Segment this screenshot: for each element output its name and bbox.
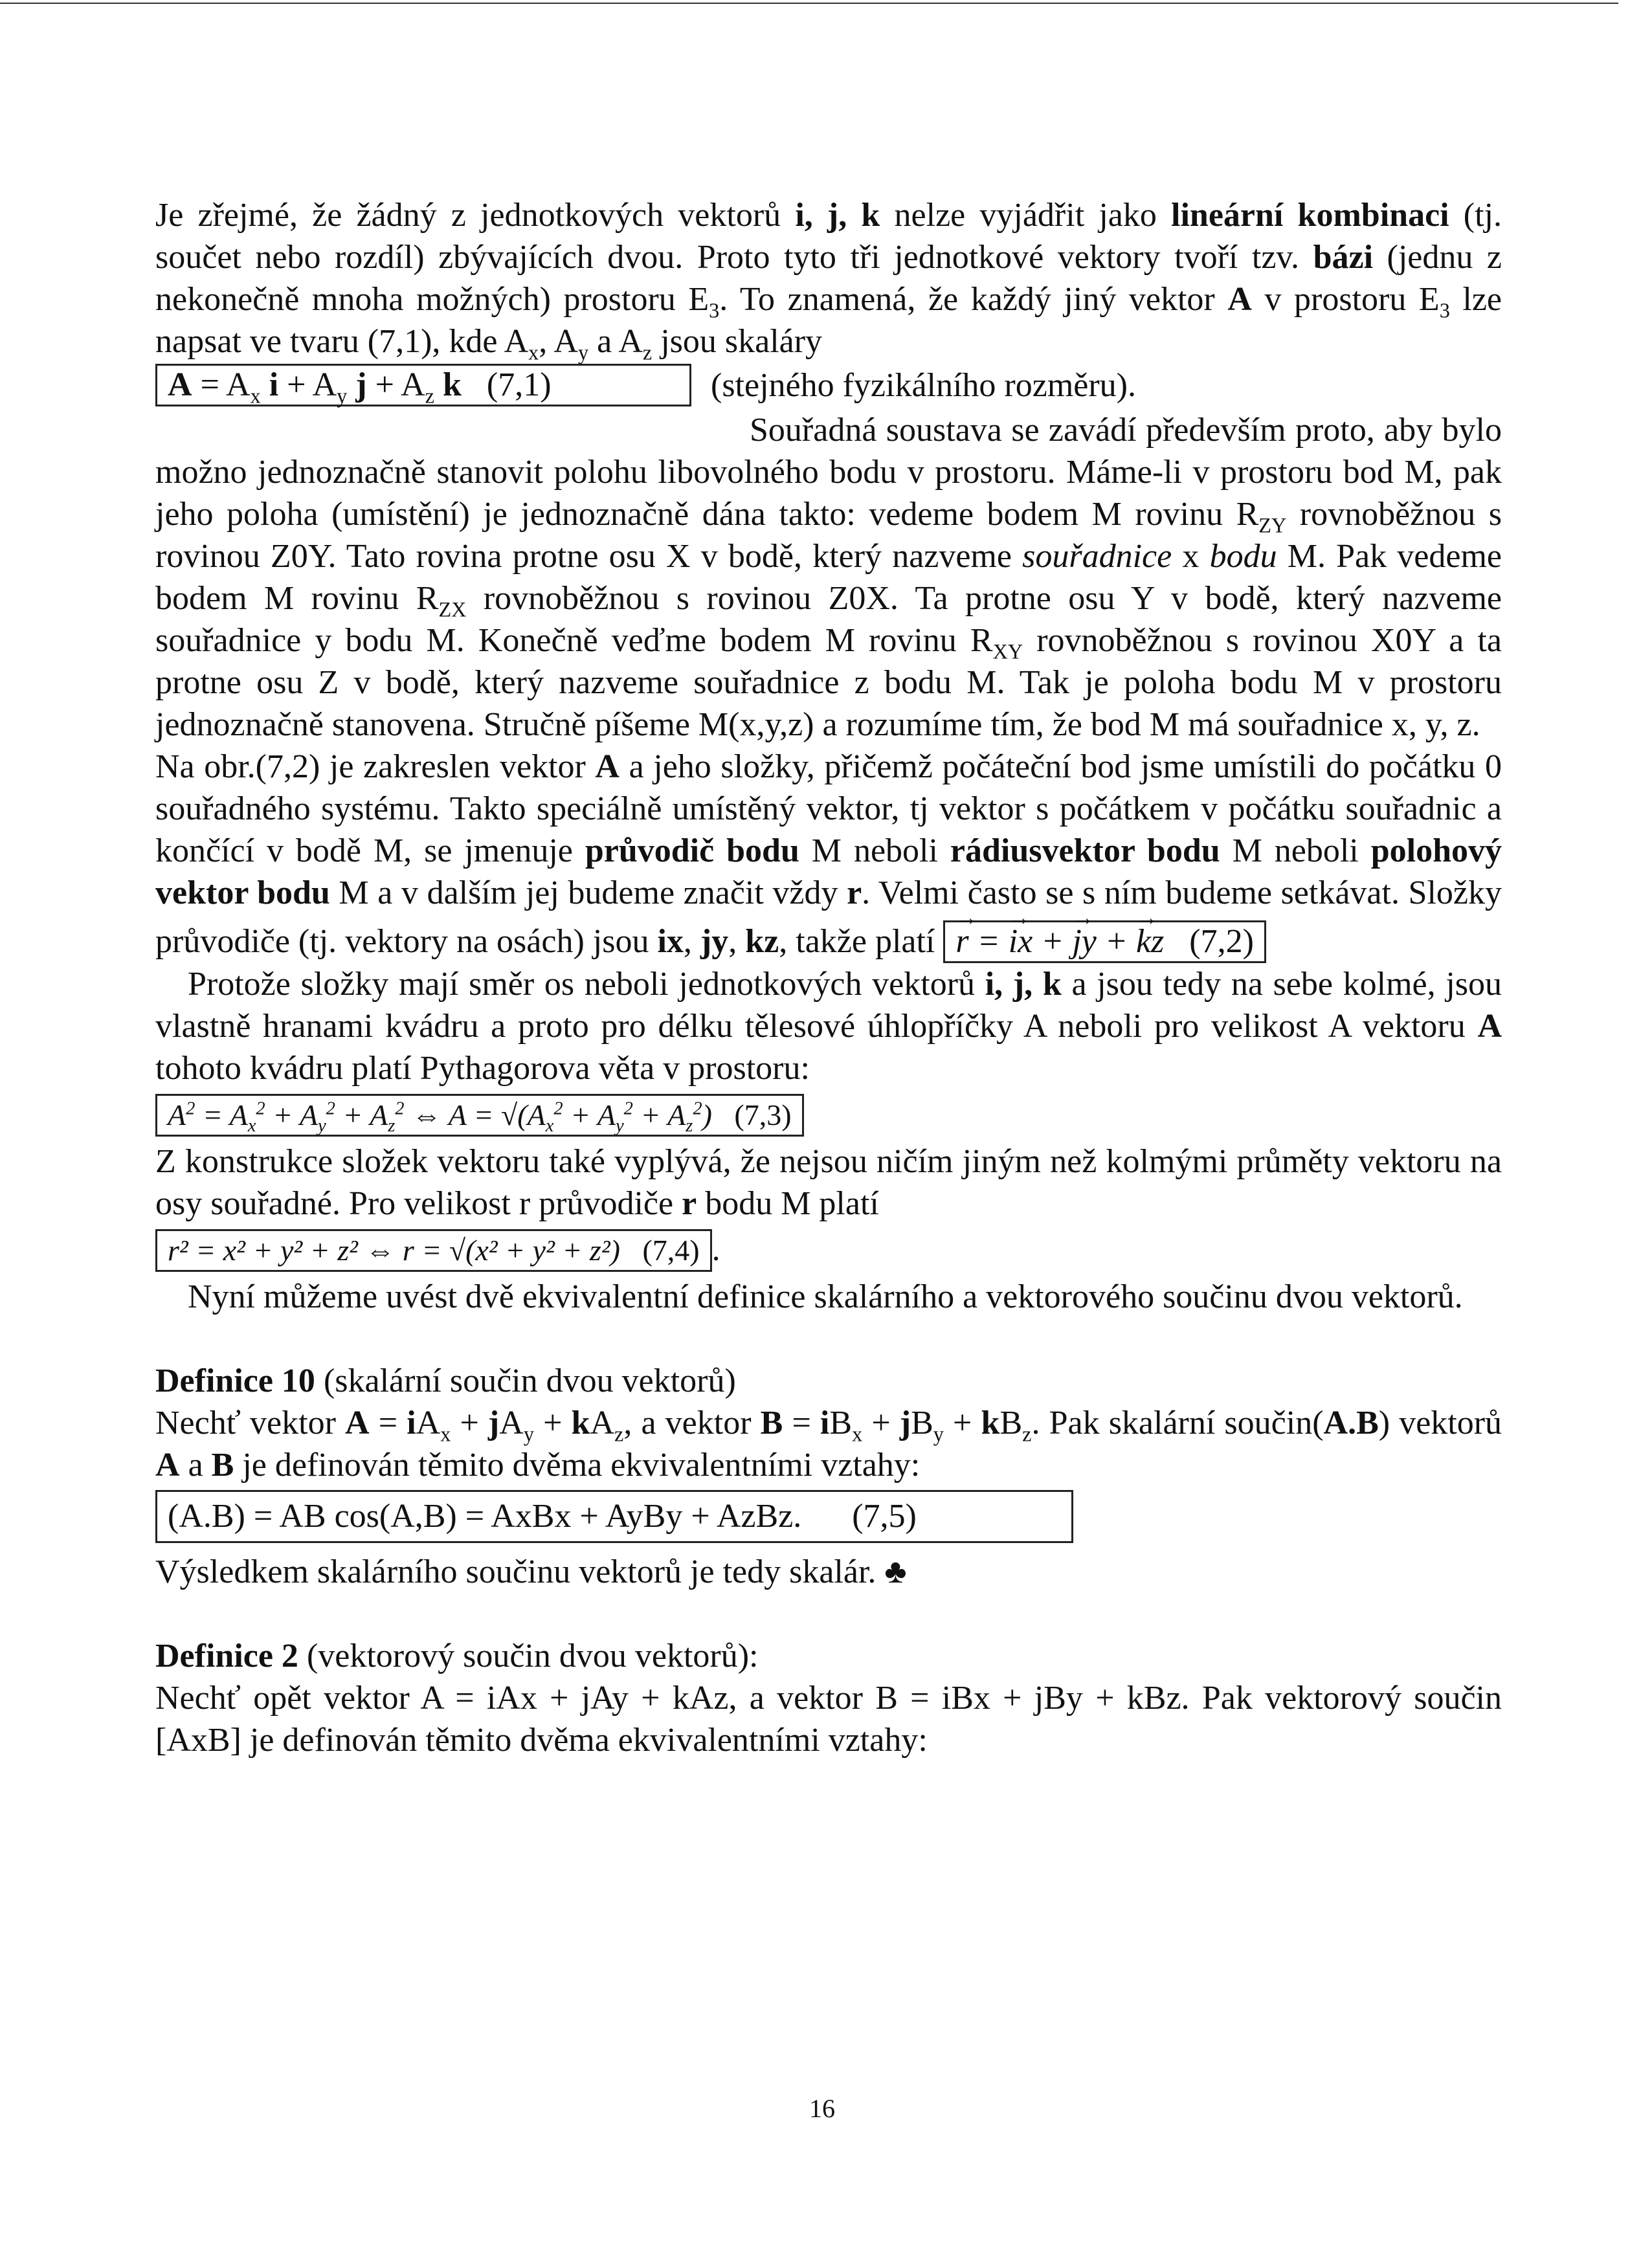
paragraph-coordinates: Souřadná soustava se zavádí především proto, aby bylo možno jednoznačně stanovit polohu libovolného bodu v prostoru. Máme-li v prostoru bod M, pak jeho poloha (umístění) je jednoznačně dána takto: vedeme bodem M rovinu $R_{ZY}$ rovnoběžnou s rovinou Z0Y. Tato rovina protne osu X v bodě, který nazveme souřadnice x bodu M. Pak vedeme bodem M rovinu $R_{ZX}$ rovnoběžnou s rovinou Z0X. Ta protne osu Y v bodě, který nazveme souřadnice y bodu M. Konečně veďme bodem M rovinu $R_{XY}$ rovnoběžnou s rovinou X0Y a ta protne osu Z v bodě, který nazveme souřadnice z bodu M. Tak je poloha bodu M v prostoru jednoznačně stanovena. Stručně píšeme M(x,y,z) a rozumíme tím, že bod M má souřadnice x, y, z.	[155, 412, 1502, 743]
page-number: 16	[809, 2094, 835, 2123]
paragraph-scalar-result: Výsledkem skalárního součinu vektorů je tedy skalár. ♣	[155, 1553, 907, 1590]
equation-7-4-row: r² = x² + y² + z² ⇔ r = √(x² + y² + z²) (7,4) .	[155, 1228, 1502, 1272]
paragraph-pythagoras: Protože složky mají směr os neboli jednotkových vektorů i, j, k a jsou tedy na sebe kolmé, jsou vlastně hranami kvádru a proto pro délku tělesové úhlopříčky A neboli pro velikost A vektoru A tohoto kvádru platí Pythagorova věta v prostoru:	[155, 966, 1502, 1087]
club-symbol: ♣	[884, 1553, 907, 1590]
paragraph-intro-definitions: Nyní můžeme uvést dvě ekvivalentní definice skalárního a vektorového součinu dvou vektorů.	[188, 1278, 1463, 1315]
equation-7-2: → r = → ix + → jy + → kz (7,2)	[943, 920, 1266, 963]
equation-7-1: $A = A_x$ $i + A_y$ $j + A_z$ k (7,1)	[155, 364, 691, 406]
paragraph-basis: Je zřejmé, že žádný z jednotkových vektorů i, j, k nelze vyjádřit jako lineární kombinaci (tj. součet nebo rozdíl) zbývajících dvou. Proto tyto tři jednotkové vektory tvoří tzv. bázi (jednu z nekonečně mnoha možných) prostoru $E_3$. To znamená, že každý jiný vektor A v prostoru $E_3$ lze napsat ve tvaru (7,1), kde $A_x$, $A_y$ a $A_z$ jsou skaláry	[155, 197, 1502, 364]
top-rule	[0, 3, 1618, 4]
dimension-note: (stejného fyzikálního rozměru).	[711, 366, 1136, 404]
paragraph-projections: Z konstrukce složek vektoru také vyplývá, že nejsou ničím jiným než kolmými průměty vektoru na osy souřadné. Pro velikost r průvodiče r bodu M platí	[155, 1143, 1502, 1222]
equation-7-3: $A^2 = A_x^2 + A_y^2 + A_z^2$ ⇔ $A = √(A_x^2 + A_y^2 + A_z^2)$ (7,3)	[155, 1094, 804, 1137]
equation-7-3-row	[155, 1093, 1502, 1137]
paragraph-position-vector: Na obr.(7,2) je zakreslen vektor A a jeho složky, přičemž počáteční bod jsme umístili do počátku 0 souřadného systému. Takto speciálně umístěný vektor, tj vektor s počátkem v počátku souřadnic a končící v bodě M, se jmenuje průvodič bodu M neboli rádiusvektor bodu M neboli polohový vektor bodu M a v dalším jej budeme značit vždy r. Velmi často se s ním budeme setkávat. Složky průvodiče (tj. vektory na osách) jsou ix, jy, kz, takže platí → r = → ix + → jy + → kz (7,2)	[155, 746, 1502, 963]
equation-7-4: r² = x² + y² + z² ⇔ r = √(x² + y² + z²) (7,4)	[155, 1229, 712, 1272]
definition-10: Definice 10 (skalární součin dvou vektorů) Nechť vektor $A = iA_x + jA_y + kA_z$, a vektor $B = iB_x + jB_y + kB_z$. Pak skalární součin(A.B) vektorů A a B je definován těmito dvěma ekvivalentními vztahy:	[155, 1362, 1502, 1484]
equation-7-5-row	[155, 1490, 1502, 1543]
definition-2: Definice 2 (vektorový součin dvou vektorů): Nechť opět vektor A = iAx + jAy + kAz, a vektor B = iBx + jBy + kBz. Pak vektorový součin [AxB] je definován těmito dvěma ekvivalentními vztahy:	[155, 1638, 1502, 1759]
equation-7-1-row	[155, 364, 1502, 406]
page-content	[155, 194, 1502, 1761]
equation-7-5: (A.B) = AB cos(A,B) = AxBx + AyBy + AzBz. (7,5)	[155, 1490, 1073, 1543]
